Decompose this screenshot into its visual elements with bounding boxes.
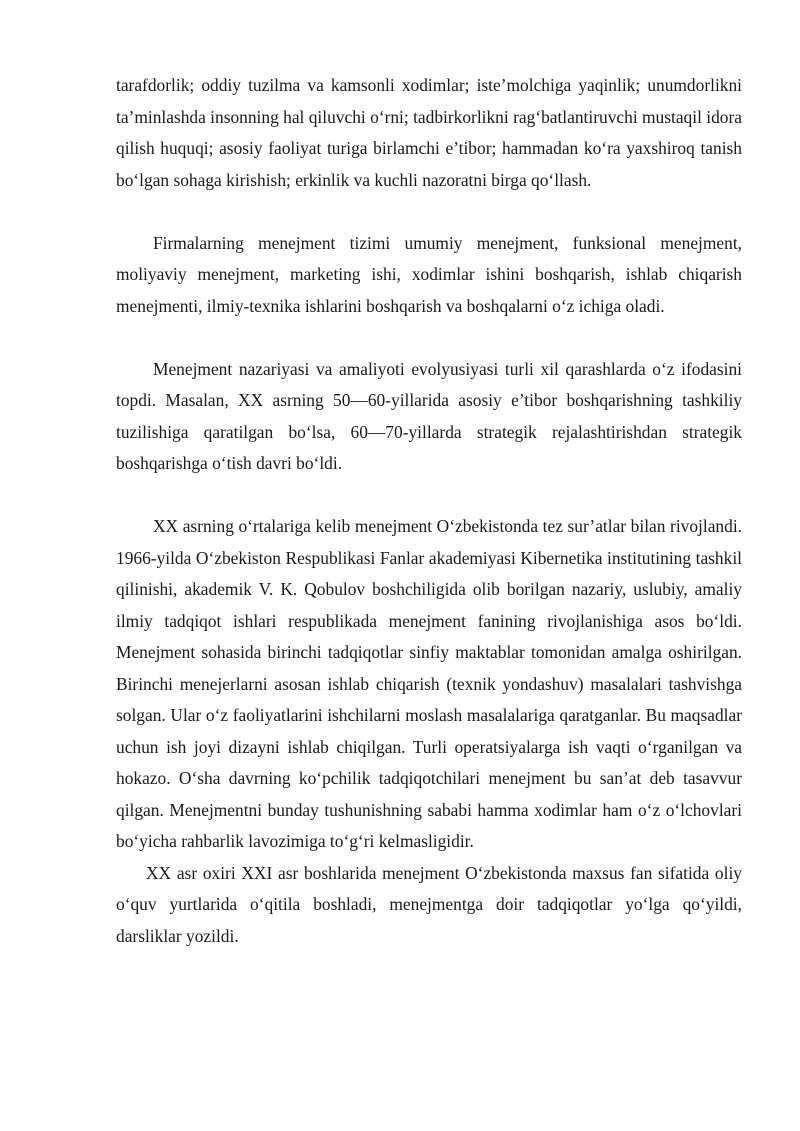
paragraph-management-evolution: Menejment nazariyasi va amaliyoti evolyusiyasi turli xil qarashlarda o‘z ifodasini topdi. Masalan, XX asrning 50—60-yillarida asosiy e’tibor boshqarishning tashkiliy tuzilishiga qaratilgan bo‘lsa, 60—70-yillarda strategik rejalashtirishdan strategik boshqarishga o‘tish davri bo‘ldi. xyxy=(116,358,742,473)
paragraph-continuation: tarafdorlik; oddiy tuzilma va kamsonli xodimlar; iste’molchiga yaqinlik; unumdorlikni ta’minlashda insonning hal qiluvchi o‘rni; tadbirkorlikni rag‘batlantiruvchi mustaqil idora qilish huquqi; asosiy faoliyat turiga birlamchi e’tibor; hammadan ko‘ra yaxshiroq tanish bo‘lgan sohaga kirishish; erkinlik va kuchli nazoratni birga qo‘llash. xyxy=(116,75,742,190)
paragraph-management-uzbekistan: XX asrning o‘rtalariga kelib menejment O‘zbekistonda tez sur’atlar bilan rivojlandi. 1966-yilda O‘zbekiston Respublikasi Fanlar akademiyasi Kibernetika institutining tashkil qilinishi, akademik V. K. Qobulov boshchiligida olib borilgan nazariy, uslubiy, amaliy ilmiy tadqiqot ishlari respublikada menejment fanining rivojlanishiga asos bo‘ldi. Menejment sohasida birinchi tadqiqotlar sinfiy maktablar tomonidan amalga oshirilgan. Birinchi menejerlarni asosan ishlab chiqarish (texnik yondashuv) masalalari tashvishga solgan. Ular o‘z faoliyatlarini ishchilarni moslash masalalariga qaratganlar. Bu maqsadlar uchun ish joyi dizayni ishlab chiqilgan. Turli operatsiyalarga ish vaqti o‘rganilgan va hokazo. O‘sha davrning ko‘pchilik tadqiqotchilari menejment bu san’at deb tasavvur qilgan. Menejmentni bunday tushunishning sababi hamma xodimlar ham o‘z o‘lchovlari bo‘yicha rahbarlik lavozimiga to‘g‘ri kelmasligidir. xyxy=(116,516,742,851)
paragraph-management-system: Firmalarning menejment tizimi umumiy menejment, funksional menejment, moliyaviy menejment, marketing ishi, xodimlar ishini boshqarish, ishlab chiqarish menejmenti, ilmiy-texnika ishlarini boshqarish va boshqalarni o‘z ichiga oladi. xyxy=(116,232,742,316)
document-body xyxy=(116,70,742,952)
paragraph-management-education: XX asr oxiri XXI asr boshlarida menejment O‘zbekistonda maxsus fan sifatida oliy o‘quv yurtlarida o‘qitila boshladi, menejmentga doir tadqiqotlar yo‘lga qo‘yildi, darsliklar yozildi. xyxy=(116,862,742,946)
